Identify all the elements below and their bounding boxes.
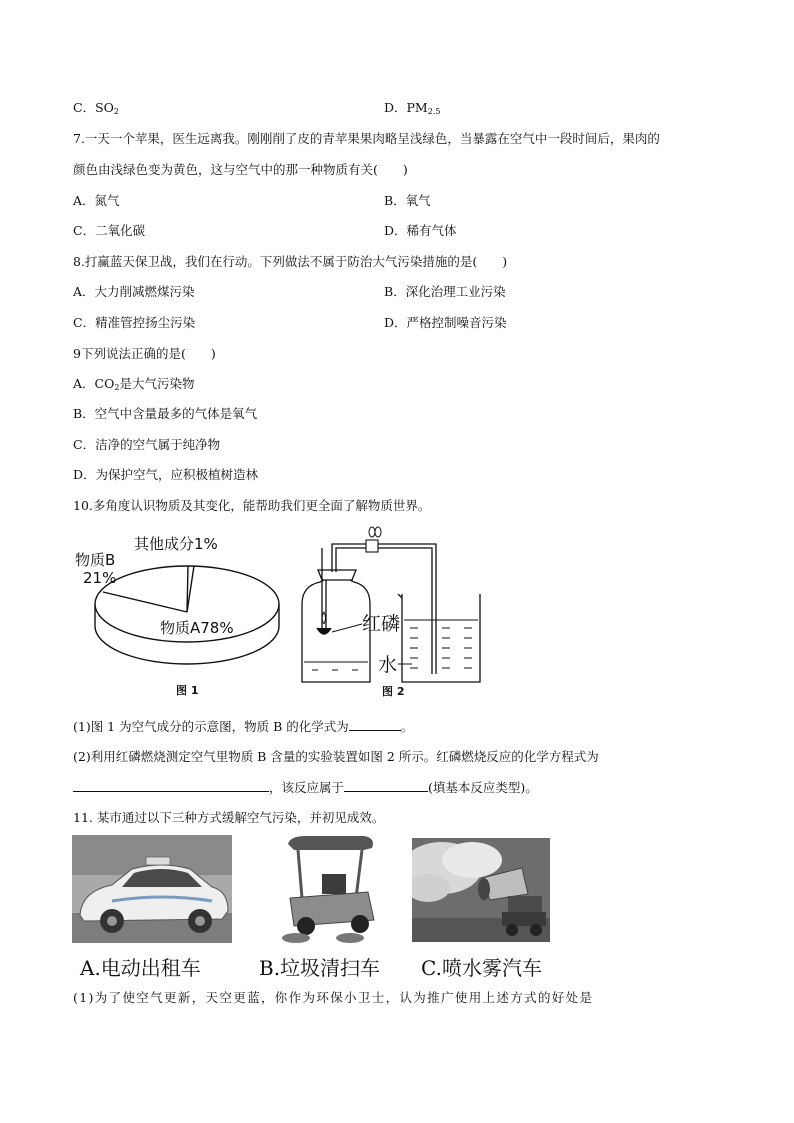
red-phosphorus-label: 红磷 xyxy=(362,613,401,635)
q6-option-d: D．$PM_{2.5}$ xyxy=(384,100,441,116)
q10-stem: 10.多角度认识物质及其变化，能帮助我们更全面了解物质世界。 xyxy=(73,498,431,513)
q9-option-a: A．$CO_2$是大气污染物 xyxy=(73,376,195,392)
pie-label-b-2: 21% xyxy=(83,569,117,587)
pie-label-b-1: 物质B xyxy=(75,551,116,569)
caption-electric-taxi: A.电动出租车 xyxy=(80,956,201,980)
stopper xyxy=(318,570,356,580)
q9-option-d: D．为保护空气，应积极植树造林 xyxy=(73,467,259,482)
pie-label-a: 物质A78% xyxy=(160,619,234,637)
answer-blank-formula[interactable] xyxy=(349,718,401,731)
q7-stem-line1: 7.一天一个苹果，医生远离我。刚刚削了皮的青苹果果肉略呈浅绿色，当暴露在空气中一段时间后，果肉的 xyxy=(73,131,660,146)
q9-option-c: C．洁净的空气属于纯净物 xyxy=(73,437,221,452)
q8-option-c: C．精准管控扬尘污染 xyxy=(73,315,196,330)
q11-stem: 11. 某市通过以下三种方式缓解空气污染，并初见成效。 xyxy=(73,810,385,825)
q10-sub2-line1: (2)利用红磷燃烧测定空气里物质 B 含量的实验装置如图 2 所示。红磷燃烧反应的化学方程式为 xyxy=(73,749,599,764)
q8-option-b: B．深化治理工业污染 xyxy=(384,284,506,299)
beaker-water xyxy=(404,620,478,668)
q8-stem: 8.打赢蓝天保卫战，我们在行动。下列做法不属于防治大气污染措施的是( ) xyxy=(73,254,508,269)
q7-option-a: A．氮气 xyxy=(73,193,120,208)
figure2-apparatus xyxy=(288,524,488,698)
q11-sub1: (1)为了使空气更新，天空更蓝，你作为环保小卫士，认为推广使用上述方式的好处是 xyxy=(73,990,594,1005)
water-label: 水 xyxy=(378,654,398,676)
photo-street-sweeper xyxy=(276,834,382,948)
q10-sub2-line2: ，该反应属于 (填基本反应类型)。 xyxy=(73,779,538,796)
figure1-pie-chart xyxy=(70,526,290,698)
q9-option-b: B．空气中含量最多的气体是氧气 xyxy=(73,406,258,421)
photo-electric-taxi xyxy=(72,835,232,943)
q9-stem: 9下列说法正确的是( ) xyxy=(73,346,216,361)
clamp xyxy=(366,540,378,552)
answer-blank-equation[interactable] xyxy=(73,779,269,792)
q6-option-c: C．$SO_2$ xyxy=(73,100,119,116)
q7-option-d: D．稀有气体 xyxy=(384,223,457,238)
figure1-caption: 图 1 xyxy=(176,684,199,697)
q7-option-b: B．氧气 xyxy=(384,193,431,208)
q8-option-a: A．大力削减燃煤污染 xyxy=(73,284,195,299)
photo-water-mist-truck xyxy=(412,838,550,942)
caption-street-sweeper: B.垃圾清扫车 xyxy=(259,956,381,980)
answer-blank-reaction-type[interactable] xyxy=(344,779,428,792)
caption-water-mist-truck: C.喷水雾汽车 xyxy=(421,956,542,980)
q10-sub1: (1)图 1 为空气成分的示意图，物质 B 的化学式为 。 xyxy=(73,719,414,734)
pie-label-other: 其他成分1% xyxy=(134,535,218,553)
q7-stem-line2: 颜色由浅绿色变为黄色，这与空气中的那一种物质有关( ) xyxy=(73,162,408,177)
gas-jar xyxy=(302,572,370,682)
q7-option-c: C．二氧化碳 xyxy=(73,223,146,238)
q8-option-d: D．严格控制噪音污染 xyxy=(384,315,507,330)
figure2-caption: 图 2 xyxy=(382,685,405,698)
